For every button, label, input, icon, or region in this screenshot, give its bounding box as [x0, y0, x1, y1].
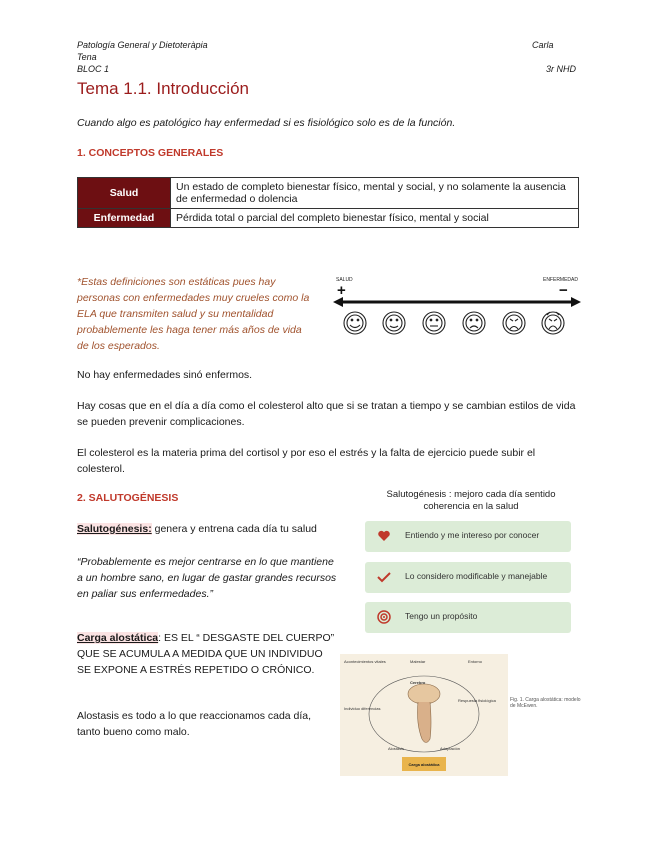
check-icon	[377, 570, 391, 584]
diagram-label: Entorno	[468, 659, 483, 664]
term-cell: Enfermedad	[78, 209, 171, 228]
author-name: Carla	[532, 40, 554, 50]
face-sad-icon	[463, 312, 485, 334]
face-happy-icon	[383, 312, 405, 334]
minus-sign: −	[559, 282, 568, 299]
diagram-label: Malestar	[410, 659, 426, 664]
diagram-label: Alostasis	[388, 746, 405, 751]
card-comprehension	[365, 521, 571, 552]
carga-alostatica-definition	[77, 630, 335, 678]
diagram-label: Carga alostática	[408, 762, 440, 767]
salutogenesis-quote: “Probablemente es mejor centrarse en lo que mantiene a un hombre sano, en lugar de gastar grandes recursos en paliar sus enfermedades.”	[77, 556, 337, 600]
scale-right-label: ENFERMEDAD	[542, 277, 578, 283]
face-very-sad-icon	[542, 312, 564, 334]
definitions-table	[77, 177, 579, 228]
page-title: Tema 1.1. Introducción	[77, 79, 249, 98]
carga-alostatica-term: Carga alostática	[77, 632, 159, 644]
target-icon	[377, 610, 391, 624]
diagram-label: Respuesta fisiológica	[458, 698, 496, 703]
definition-cell: Pérdida total o parcial del completo bienestar físico, mental y social	[171, 209, 579, 228]
health-scale-graphic	[333, 275, 581, 345]
heart-icon	[377, 529, 391, 543]
arrow-right-icon	[571, 297, 581, 307]
plus-sign: +	[337, 282, 346, 299]
face-neutral-icon	[423, 312, 445, 334]
salutogenesis-text: genera y entrena cada día tu salud	[151, 523, 317, 535]
paragraph-enfermos: No hay enfermedades sinó enfermos.	[77, 369, 253, 381]
definition-cell: Un estado de completo bienestar físico, mental y social, y no solamente la ausencia de enfermedad o dolencia	[171, 178, 579, 209]
allostatic-load-diagram	[340, 654, 508, 776]
salutogenesis-definition	[77, 521, 357, 537]
scale-left-label: SALUD	[336, 277, 353, 283]
card-text: Lo considero modificable y manejable	[405, 571, 548, 581]
bloc-label: BLOC 1	[77, 64, 110, 74]
intro-text: Cuando algo es patológico hay enfermedad si es fisiológico solo es de la función.	[77, 117, 456, 129]
diagram-label: Individuo diferencias	[344, 706, 381, 711]
paragraph-colesterol-cortisol: El colesterol es la materia prima del cortisol y por eso el estrés y la falta de ejercicio puede subir el colesterol.	[77, 447, 536, 475]
alostasis-text: Alostasis es todo a lo que reaccionamos cada día, tanto bueno como malo.	[77, 710, 312, 738]
face-very-happy-icon	[344, 312, 366, 334]
table-row	[78, 209, 579, 228]
diagram-label: Adaptación	[440, 746, 461, 751]
card-text: Tengo un propósito	[405, 611, 478, 621]
card-meaningfulness	[365, 602, 571, 633]
card-text: Entiendo y me intereso por conocer	[405, 530, 540, 540]
salutogenesis-term: Salutogénesis:	[77, 523, 152, 535]
face-crying-icon	[503, 312, 525, 334]
table-row	[78, 178, 579, 209]
diagram-label: Cerebro	[410, 680, 426, 685]
diagram-caption: Fig. 1. Carga alostática: modelo de McEwen.	[510, 697, 581, 709]
diagram-label: Acontecimientos vitales	[344, 659, 386, 664]
header-line2: Tena	[77, 52, 97, 62]
card-manageability	[365, 562, 571, 593]
group-label: 3r NHD	[546, 64, 577, 74]
carga-alostatica-text: : ES EL “ DESGASTE DEL CUERPO” QUE SE ACUMULA A MEDIDA QUE UN INDIVIDUO SE EXPONE A ESTRÉS REPETIDO O CRÓNICO.	[77, 632, 335, 676]
section-heading-conceptos: 1. CONCEPTOS GENERALES	[77, 147, 224, 159]
course-name: Patología General y Dietoteràpia	[77, 40, 208, 50]
definition-note: *Estas definiciones son estáticas pues hay personas con enfermedades muy crueles como la ELA que transmiten salud y su mentalidad probablemente les haga tener más años de vida de los esperados.	[77, 276, 310, 352]
brain-icon	[408, 684, 440, 743]
salutogenesis-graphic-title: Salutogénesis : mejoro cada día sentido coherencia en la salud	[386, 489, 556, 512]
section-heading-salutogenesis: 2. SALUTOGÉNESIS	[77, 492, 179, 504]
paragraph-colesterol-tratamiento: Hay cosas que en el día a día como el colesterol alto que si se tratan a tiempo y se cambian estilos de vida se pueden prevenir complicaciones.	[77, 400, 576, 428]
term-cell: Salud	[78, 178, 171, 209]
